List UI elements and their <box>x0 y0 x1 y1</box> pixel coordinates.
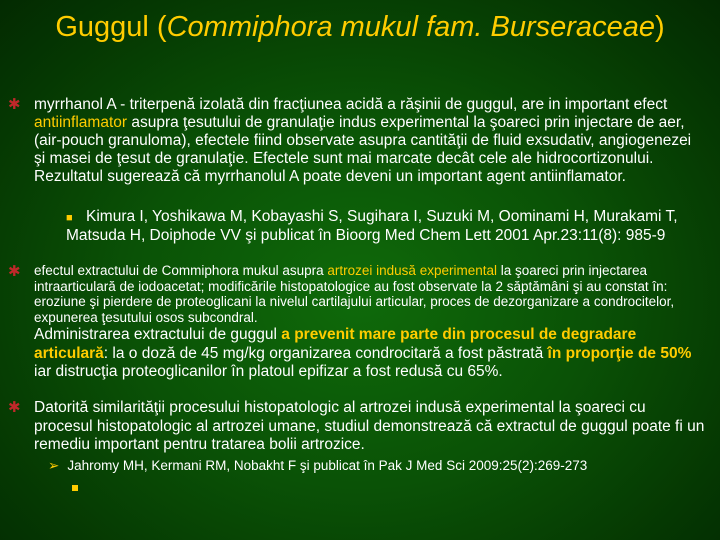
p2-text-1: efectul extractului de Commiphora mukul asupra <box>34 263 328 278</box>
slide-title <box>0 8 720 46</box>
reference-2-text: Jahromy MH, Kermani RM, Nobakht F şi publicat în Pak J Med Sci 2009:25(2):269-273 <box>67 458 588 473</box>
p1-text-1: myrrhanol A - triterpenă izolată din fracţiunea acidă a răşinii de guggul, are in important efect <box>34 96 668 113</box>
p3-highlight-1: a prevenit mare parte din procesul de degradare articulară <box>34 326 637 362</box>
star-bullet-icon: ✱ <box>8 263 21 280</box>
paragraph-conclusion: Datorită similarităţii procesului histopatologic al artrozei indusă experimental la şoareci cu procesul histopatologic al artrozei umane, studiul demonstrează că extractul de guggul poate fi un remediu important pentru tratarea bolii artrozice. <box>34 399 705 453</box>
title-part3: ) <box>654 11 665 43</box>
arrow-bullet-icon: ➢ <box>48 458 60 473</box>
p2-text-2: la şoareci prin injectarea intraarticulară de iodoacetat; modificările histopatologice au fost observate la 2 săptămâni şi au constat în: eroziune şi pierdere de proteoglicani la nivelul cartilajului articular, proces de dezorganizare a condrocitelor, expunerea ţesutului osos subcondral. <box>34 263 675 325</box>
square-bullet-icon: ■ <box>66 212 73 224</box>
paragraph-administration <box>34 326 706 382</box>
title-part1: Guggul ( <box>55 11 167 43</box>
reference-1-text: Kimura I, Yoshikawa M, Kobayashi S, Sugihara I, Suzuki M, Oominami H, Murakami T, Matsuda H, Doiphode VV şi publicat în Bioorg Med Chem Lett 2001 Apr.23:11(8): 985-9 <box>66 208 678 244</box>
title-italic: Commiphora mukul fam. Burseraceae <box>166 11 655 43</box>
p2-highlight: artrozei indusă experimental <box>327 263 497 278</box>
p3-text-1: Administrarea extractului de guggul <box>34 326 282 343</box>
p1-text-2: asupra ţesutului de granulaţie indus experimental la şoareci prin injectare de aer, (air-pouch granuloma), efectele fiind observate asupra cantităţii de fluid exsudativ, angiogenezei şi masei de ţesut de granulaţie. Efectele sunt mai marcate decât cele ale hidrocortizonului. Rezultatul sugerează că myrrhanolul A poate deveni un important agent antiinflamator. <box>34 114 692 185</box>
reference-2 <box>48 458 708 474</box>
star-bullet-icon: ✱ <box>8 399 21 416</box>
p1-highlight: antiinflamator <box>34 114 128 131</box>
p3-text-3: iar distrucţia proteoglicanilor în platoul epifizar a fost redusă cu 65%. <box>34 363 503 380</box>
star-bullet-icon: ✱ <box>8 96 21 113</box>
paragraph-myrrhanol <box>34 96 706 186</box>
p3-highlight-2: în proporţie de 50% <box>547 344 692 362</box>
reference-1 <box>66 208 706 245</box>
p3-text-2: : la o doză de 45 mg/kg organizarea condrocitară a fost păstrată <box>103 344 548 362</box>
paragraph-extract-effect <box>34 263 706 325</box>
square-bullet-icon <box>72 485 78 491</box>
